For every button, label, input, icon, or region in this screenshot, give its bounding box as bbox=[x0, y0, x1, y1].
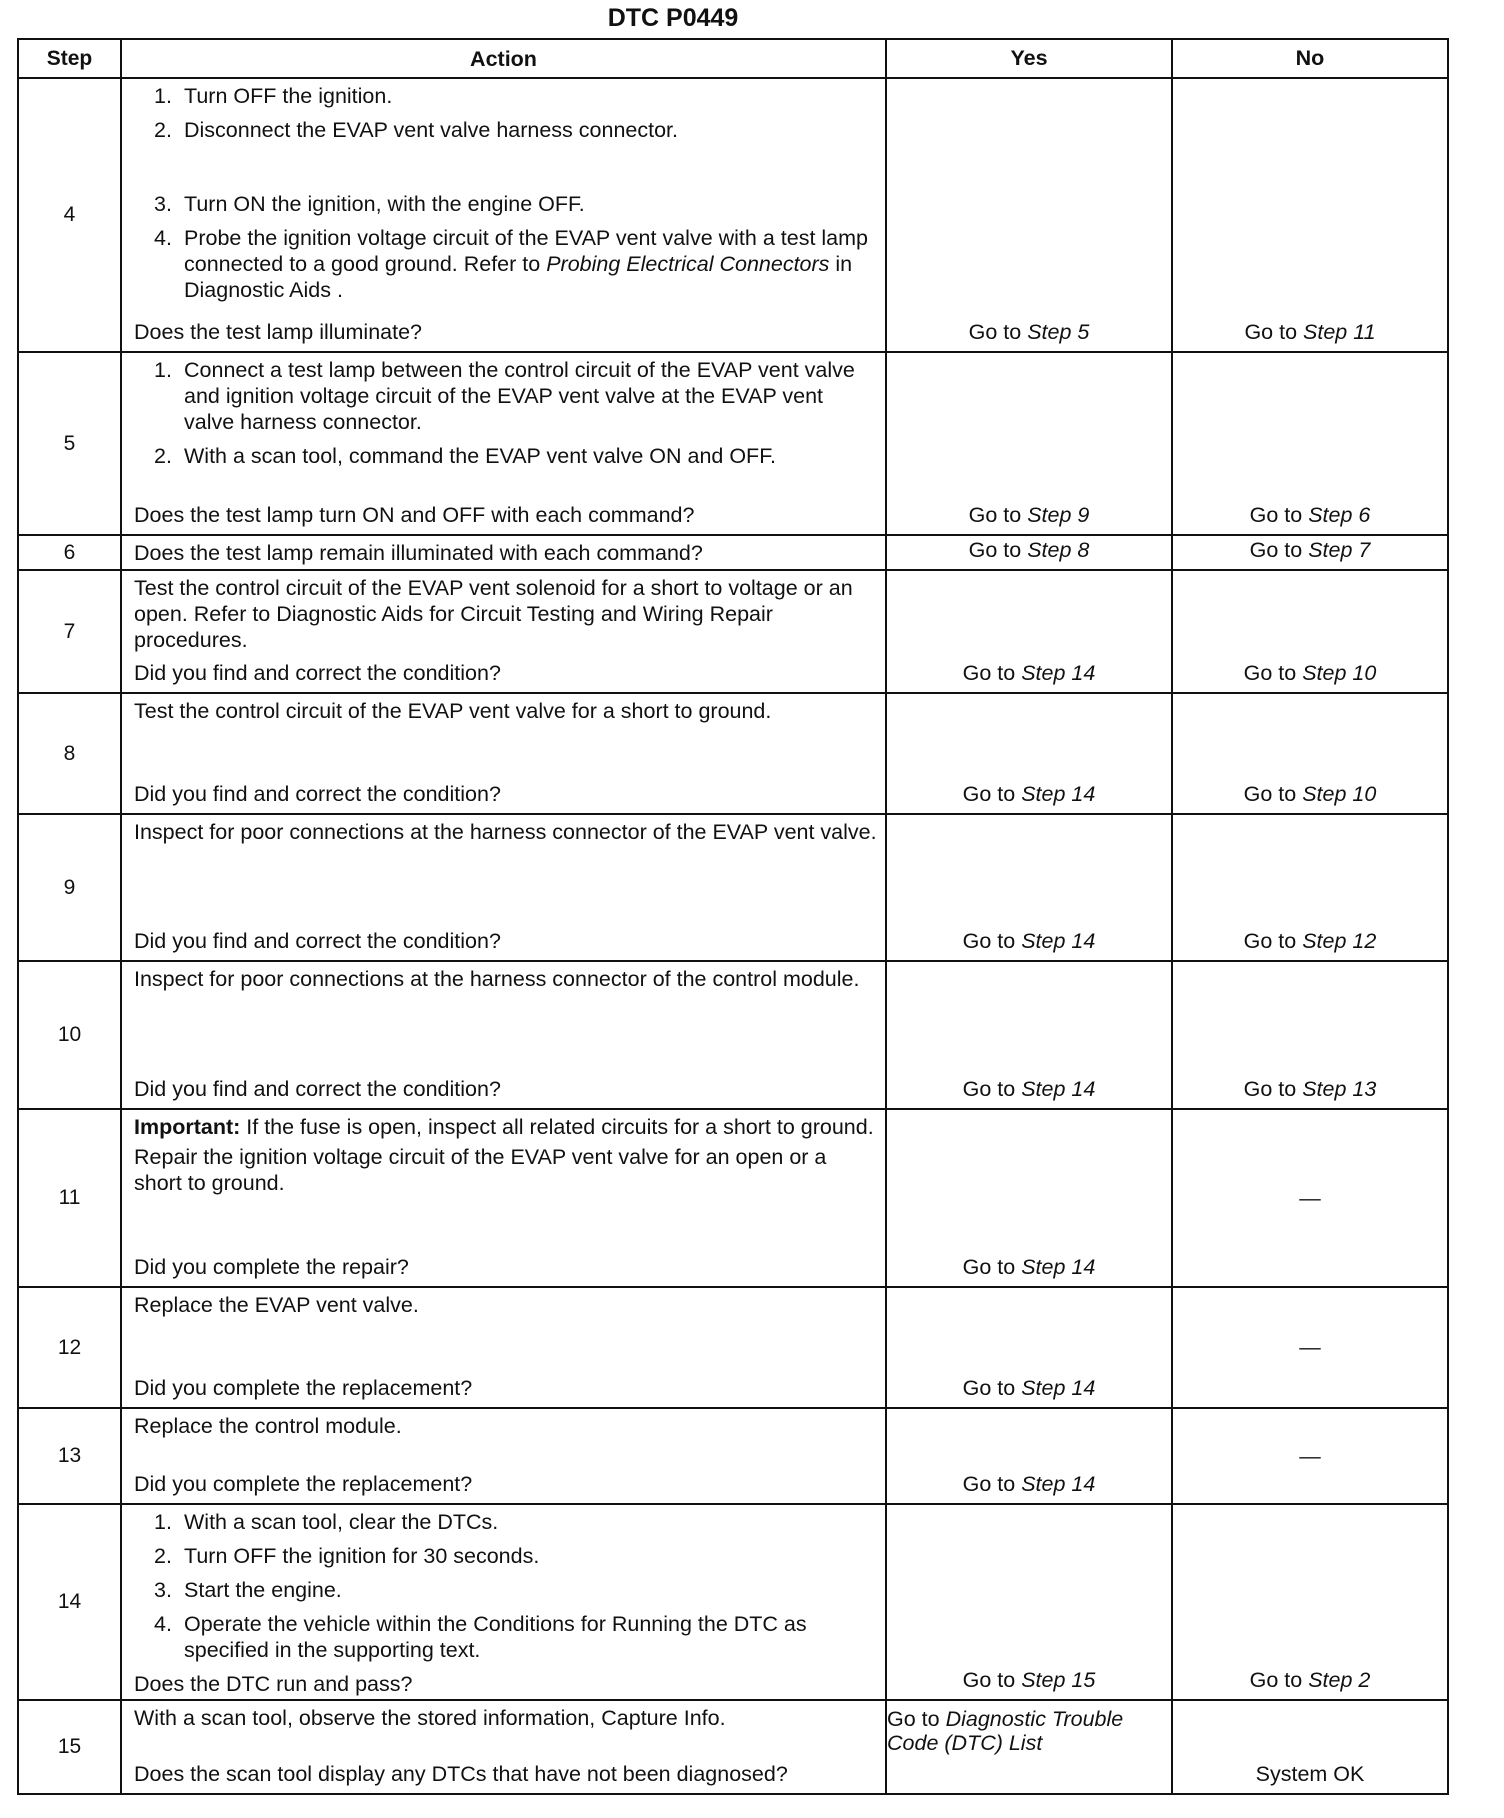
header-step: Step bbox=[46, 46, 93, 70]
no-cell bbox=[1171, 1409, 1447, 1503]
text-segment: Test the control circuit of the EVAP vent solenoid for a short to voltage or an open. Refer to Diagnostic Aids for Circuit Testing and Wiring Repair procedures. bbox=[134, 576, 853, 652]
table-row bbox=[19, 351, 1447, 534]
item-text bbox=[184, 191, 585, 217]
action-list-item bbox=[154, 1509, 877, 1535]
action-cell bbox=[120, 1110, 885, 1286]
yes-cell bbox=[885, 1288, 1171, 1407]
text-segment: Repair the ignition voltage circuit of the EVAP vent valve for an open or a short to ground. bbox=[134, 1145, 827, 1195]
action-list-item bbox=[154, 225, 877, 303]
goto-link[interactable] bbox=[1244, 1077, 1377, 1102]
no-cell bbox=[1171, 694, 1447, 813]
yes-cell bbox=[885, 1110, 1171, 1286]
no-cell bbox=[1171, 353, 1447, 534]
no-cell bbox=[1171, 79, 1447, 351]
action-paragraph bbox=[134, 1705, 877, 1731]
action-list-item bbox=[154, 117, 877, 143]
yes-cell bbox=[885, 536, 1171, 569]
table-row bbox=[19, 1407, 1447, 1503]
step-number: 4 bbox=[63, 203, 76, 226]
table-row bbox=[19, 692, 1447, 813]
table-row bbox=[19, 77, 1447, 351]
action-question: Did you find and correct the condition? bbox=[134, 929, 501, 953]
goto-prefix: Go to bbox=[968, 538, 1028, 562]
goto-ref: Step 13 bbox=[1302, 1077, 1377, 1101]
item-text bbox=[184, 1509, 498, 1535]
text-segment: With a scan tool, observe the stored information, Capture Info. bbox=[134, 1706, 726, 1730]
goto-prefix: Go to bbox=[962, 782, 1022, 806]
goto-ref: Diagnostic Trouble Code (DTC) List bbox=[887, 1707, 1124, 1755]
header-no: No bbox=[1171, 40, 1447, 77]
goto-ref: Step 6 bbox=[1308, 503, 1371, 527]
goto-ref: Step 2 bbox=[1308, 1668, 1371, 1692]
yes-cell bbox=[885, 353, 1171, 534]
action-list-item bbox=[154, 83, 877, 109]
text-segment: Replace the control module. bbox=[134, 1414, 402, 1438]
goto-link[interactable] bbox=[1244, 929, 1377, 954]
goto-link[interactable] bbox=[963, 782, 1096, 807]
action-question: Does the test lamp remain illuminated with each command? bbox=[134, 541, 703, 565]
goto-link[interactable] bbox=[1250, 503, 1371, 528]
goto-link[interactable] bbox=[969, 503, 1090, 528]
page-title: DTC P0449 bbox=[607, 4, 739, 32]
yes-cell bbox=[885, 815, 1171, 960]
step-number: 7 bbox=[63, 619, 76, 643]
text-segment: Turn OFF the ignition. bbox=[184, 84, 393, 108]
goto-link[interactable] bbox=[1250, 1668, 1371, 1693]
action-paragraph bbox=[134, 698, 877, 724]
goto-prefix: Go to bbox=[962, 1668, 1022, 1692]
action-paragraph bbox=[134, 1413, 877, 1439]
goto-link[interactable] bbox=[963, 1376, 1096, 1401]
goto-ref: Step 14 bbox=[1021, 1077, 1096, 1101]
goto-ref: Step 10 bbox=[1302, 661, 1377, 685]
no-cell bbox=[1171, 1110, 1447, 1286]
text-segment: Replace the EVAP vent valve. bbox=[134, 1293, 419, 1317]
action-paragraph bbox=[134, 575, 877, 653]
action-question: Does the DTC run and pass? bbox=[134, 1672, 413, 1696]
no-answer-dash: — bbox=[1299, 1443, 1321, 1468]
goto-prefix: Go to bbox=[962, 661, 1022, 685]
result-text: System OK bbox=[1255, 1762, 1365, 1786]
action-paragraph bbox=[134, 1292, 877, 1318]
table-row bbox=[19, 1286, 1447, 1407]
action-cell bbox=[120, 1505, 885, 1699]
table-row bbox=[19, 960, 1447, 1108]
action-paragraph bbox=[134, 819, 877, 845]
table-row bbox=[19, 1503, 1447, 1699]
text-segment: Disconnect the EVAP vent valve harness connector. bbox=[184, 118, 678, 142]
action-question: Did you find and correct the condition? bbox=[134, 661, 501, 685]
item-text bbox=[184, 225, 877, 303]
goto-prefix: Go to bbox=[1243, 782, 1303, 806]
action-list-item bbox=[154, 1611, 877, 1663]
action-cell bbox=[120, 815, 885, 960]
step-number: 5 bbox=[63, 431, 76, 455]
action-cell bbox=[120, 1288, 885, 1407]
diagnostic-table bbox=[17, 38, 1449, 1795]
item-number: 2. bbox=[154, 118, 172, 142]
step-number: 10 bbox=[57, 1023, 82, 1046]
text-segment: If the fuse is open, inspect all related circuits for a short to ground. bbox=[240, 1115, 874, 1139]
goto-ref: Step 14 bbox=[1021, 1472, 1096, 1496]
goto-prefix: Go to bbox=[1249, 1668, 1309, 1692]
yes-cell bbox=[885, 962, 1171, 1108]
goto-prefix: Go to bbox=[1243, 661, 1303, 685]
item-number: 4. bbox=[154, 1612, 172, 1636]
item-number: 4. bbox=[154, 226, 172, 250]
item-number: 1. bbox=[154, 84, 172, 108]
action-list-item bbox=[154, 357, 877, 435]
goto-prefix: Go to bbox=[1243, 1077, 1303, 1101]
text-segment: Inspect for poor connections at the harness connector of the EVAP vent valve. bbox=[134, 820, 877, 844]
action-cell bbox=[120, 353, 885, 534]
table-row bbox=[19, 1108, 1447, 1286]
item-text bbox=[184, 1577, 342, 1603]
table-row bbox=[19, 569, 1447, 692]
step-number: 6 bbox=[63, 540, 76, 564]
no-cell bbox=[1171, 815, 1447, 960]
header-yes: Yes bbox=[885, 40, 1171, 77]
action-cell bbox=[120, 571, 885, 692]
action-cell bbox=[120, 1701, 885, 1793]
text-segment: Turn OFF the ignition for 30 seconds. bbox=[184, 1544, 540, 1568]
no-cell bbox=[1171, 962, 1447, 1108]
goto-prefix: Go to bbox=[968, 503, 1028, 527]
goto-prefix: Go to bbox=[1243, 929, 1303, 953]
no-cell bbox=[1171, 1288, 1447, 1407]
item-number: 2. bbox=[154, 1544, 172, 1568]
goto-prefix: Go to bbox=[962, 1077, 1022, 1101]
action-question: Does the test lamp turn ON and OFF with each command? bbox=[134, 503, 695, 527]
text-segment: With a scan tool, clear the DTCs. bbox=[184, 1510, 499, 1534]
item-number: 3. bbox=[154, 1578, 172, 1602]
text-segment: Start the engine. bbox=[184, 1578, 342, 1602]
action-cell bbox=[120, 962, 885, 1108]
action-question: Did you complete the repair? bbox=[134, 1255, 409, 1279]
text-segment: Probing Electrical Connectors bbox=[546, 252, 830, 276]
action-list-item bbox=[154, 1577, 877, 1603]
no-answer-dash: — bbox=[1299, 1335, 1321, 1359]
item-text bbox=[184, 1543, 539, 1569]
table-header bbox=[19, 40, 1447, 77]
goto-link[interactable] bbox=[969, 320, 1090, 345]
step-number: 12 bbox=[57, 1335, 82, 1359]
item-text bbox=[184, 83, 392, 109]
action-cell bbox=[120, 536, 885, 569]
goto-ref: Step 14 bbox=[1021, 782, 1096, 806]
goto-ref: Step 8 bbox=[1027, 538, 1090, 562]
table-row bbox=[19, 1699, 1447, 1793]
goto-prefix: Go to bbox=[1244, 320, 1304, 344]
action-list-item bbox=[154, 1543, 877, 1569]
item-number: 1. bbox=[154, 358, 172, 382]
item-number: 1. bbox=[154, 1510, 172, 1534]
text-segment: With a scan tool, command the EVAP vent valve ON and OFF. bbox=[184, 444, 776, 468]
action-question: Did you find and correct the condition? bbox=[134, 1077, 501, 1101]
action-question: Does the scan tool display any DTCs that have not been diagnosed? bbox=[134, 1762, 788, 1786]
goto-link[interactable] bbox=[963, 1668, 1096, 1693]
action-question: Did you complete the replacement? bbox=[134, 1376, 473, 1400]
goto-link[interactable] bbox=[1244, 661, 1377, 686]
yes-cell bbox=[885, 694, 1171, 813]
text-segment: Important: bbox=[134, 1115, 241, 1139]
text-segment: in Diagnostic Aids . bbox=[184, 252, 853, 302]
step-number: 11 bbox=[58, 1186, 81, 1209]
goto-ref: Step 9 bbox=[1027, 503, 1090, 527]
text-segment: Probe the ignition voltage circuit of the EVAP vent valve with a test lamp connected to a good ground. Refer to bbox=[184, 226, 868, 276]
step-number: 13 bbox=[57, 1444, 82, 1467]
goto-ref: Step 15 bbox=[1021, 1668, 1096, 1692]
step-number: 15 bbox=[57, 1735, 82, 1758]
action-cell bbox=[120, 694, 885, 813]
item-number: 2. bbox=[154, 444, 172, 468]
text-segment: Turn ON the ignition, with the engine OFF. bbox=[184, 192, 585, 216]
goto-ref: Step 7 bbox=[1308, 538, 1371, 562]
goto-prefix: Go to bbox=[968, 320, 1028, 344]
step-number: 8 bbox=[63, 741, 76, 765]
no-cell bbox=[1171, 1701, 1447, 1793]
goto-link[interactable] bbox=[887, 1707, 1171, 1755]
goto-prefix: Go to bbox=[962, 1376, 1022, 1400]
item-text bbox=[184, 357, 877, 435]
goto-prefix: Go to bbox=[962, 929, 1022, 953]
action-cell bbox=[120, 1409, 885, 1503]
table-row bbox=[19, 534, 1447, 569]
action-question: Does the test lamp illuminate? bbox=[134, 320, 423, 344]
text-segment: Test the control circuit of the EVAP vent valve for a short to ground. bbox=[134, 699, 772, 723]
goto-link[interactable] bbox=[963, 929, 1096, 954]
goto-link[interactable] bbox=[963, 661, 1096, 686]
goto-prefix: Go to bbox=[1249, 538, 1309, 562]
goto-prefix: Go to bbox=[1249, 503, 1309, 527]
yes-cell bbox=[885, 1505, 1171, 1699]
goto-link[interactable] bbox=[963, 1255, 1096, 1280]
action-paragraph bbox=[134, 1114, 877, 1140]
item-text bbox=[184, 1611, 877, 1663]
goto-ref: Step 14 bbox=[1021, 661, 1096, 685]
action-cell bbox=[120, 79, 885, 351]
action-list-item bbox=[154, 443, 877, 469]
goto-ref: Step 14 bbox=[1021, 1255, 1096, 1279]
yes-cell bbox=[885, 571, 1171, 692]
no-cell bbox=[1171, 571, 1447, 692]
item-text bbox=[184, 117, 678, 143]
table-row bbox=[19, 813, 1447, 960]
yes-cell bbox=[885, 79, 1171, 351]
header-action: Action bbox=[120, 40, 885, 77]
no-cell bbox=[1171, 1505, 1447, 1699]
action-list-item bbox=[154, 191, 877, 217]
item-text bbox=[184, 443, 776, 469]
goto-ref: Step 14 bbox=[1021, 929, 1096, 953]
yes-cell bbox=[885, 1701, 1171, 1793]
spacer bbox=[134, 151, 877, 191]
goto-link[interactable] bbox=[1244, 320, 1375, 345]
step-number: 9 bbox=[63, 875, 76, 899]
goto-prefix: Go to bbox=[962, 1472, 1022, 1496]
goto-link[interactable] bbox=[1250, 538, 1371, 563]
step-number: 14 bbox=[57, 1590, 82, 1613]
action-paragraph bbox=[134, 966, 877, 992]
goto-ref: Step 12 bbox=[1302, 929, 1377, 953]
action-question: Did you find and correct the condition? bbox=[134, 782, 501, 806]
no-cell bbox=[1171, 536, 1447, 569]
goto-ref: Step 10 bbox=[1302, 782, 1377, 806]
goto-prefix: Go to bbox=[962, 1255, 1022, 1279]
goto-ref: Step 14 bbox=[1021, 1376, 1096, 1400]
goto-link[interactable] bbox=[969, 538, 1090, 563]
goto-ref: Step 5 bbox=[1027, 320, 1090, 344]
no-answer-dash: — bbox=[1299, 1185, 1321, 1210]
goto-link[interactable] bbox=[1244, 782, 1377, 807]
goto-link[interactable] bbox=[963, 1472, 1096, 1497]
goto-link[interactable] bbox=[963, 1077, 1096, 1102]
action-question: Did you complete the replacement? bbox=[134, 1472, 473, 1496]
text-segment: Connect a test lamp between the control circuit of the EVAP vent valve and ignition voltage circuit of the EVAP vent valve at the EVAP vent valve harness connector. bbox=[184, 358, 855, 434]
item-number: 3. bbox=[154, 192, 172, 216]
text-segment: Inspect for poor connections at the harness connector of the control module. bbox=[134, 967, 860, 991]
yes-cell bbox=[885, 1409, 1171, 1503]
action-paragraph bbox=[134, 1144, 877, 1196]
text-segment: Operate the vehicle within the Conditions for Running the DTC as specified in the supporting text. bbox=[184, 1612, 807, 1662]
goto-prefix: Go to bbox=[887, 1707, 946, 1731]
goto-ref: Step 11 bbox=[1303, 320, 1376, 344]
